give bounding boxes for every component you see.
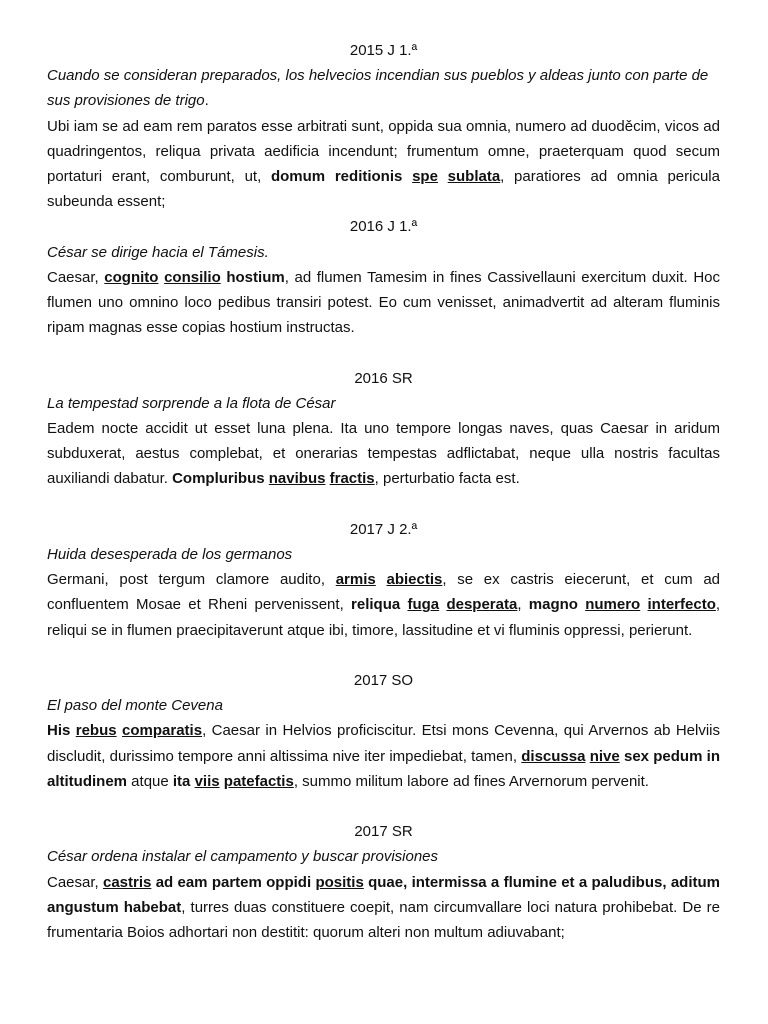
latin-paragraph (47, 114, 720, 215)
bold-phrase: Compluribus (172, 470, 265, 488)
section-2015-j1 (47, 38, 720, 214)
text-run: , se ex castris eiecerunt, et cum ad confluentem Mosae et Rheni pervenissent, (47, 571, 720, 614)
text-run: , summo militum labore ad fines Arvernorum pervenit. (293, 772, 649, 790)
text-run: , (517, 596, 529, 614)
section-heading: 2015 J 1.ª (349, 42, 418, 59)
blank-line (47, 340, 720, 365)
section-2017-so (47, 668, 720, 794)
latin-paragraph (47, 718, 720, 794)
text-run: Caesar, (47, 873, 103, 891)
text-run: Caesar, (47, 268, 105, 286)
latin-paragraph (47, 567, 720, 643)
bold-underlined-word: navibus (268, 470, 326, 488)
text-run: atque (127, 772, 173, 790)
bold-underlined-word: comparatis (122, 722, 203, 740)
bold-phrase: magno (528, 596, 578, 614)
bold-phrase: His (47, 722, 71, 740)
section-subtitle: El paso del monte Cevena (47, 697, 223, 715)
section-heading: 2016 J 1.ª (349, 218, 418, 236)
bold-phrase: hostium (226, 268, 285, 286)
bold-underlined-word: patefactis (223, 772, 294, 790)
section-heading: 2017 SO (353, 672, 414, 690)
bold-underlined-word: viis (194, 772, 220, 790)
latin-paragraph (47, 416, 720, 492)
text-run: Germani, post tergum clamore audito, (47, 571, 336, 589)
bold-underlined-word: armis (335, 571, 376, 589)
bold-phrase: ita (172, 772, 191, 790)
text-run: , paratiores ad omnia pericula subeunda essent; (47, 168, 720, 211)
bold-underlined-word: spe (412, 168, 438, 186)
section-2017-j2 (47, 517, 720, 643)
bold-phrase: sex pedum in altitudinem (47, 747, 720, 790)
bold-underlined-word: discussa (521, 747, 586, 765)
bold-underlined-word: desperata (446, 596, 518, 614)
bold-phrase: ad eam partem oppidi (155, 873, 312, 891)
bold-phrase: reliqua (351, 596, 401, 614)
section-subtitle: Huida desesperada de los germanos (47, 546, 293, 564)
section-heading: 2016 SR (354, 369, 413, 387)
bold-phrase: quae, intermissa a flumine et a paludibus, aditum angustum habebat (47, 873, 720, 916)
subtitle-period: . (204, 92, 209, 110)
text-run: , Caesar in Helvios proficiscitur. Etsi mons Cevenna, qui Arvernos ab Helviis discludit, durissimo tempore anni altissima nive iter impediebat, tamen, (47, 722, 721, 765)
document-page (47, 38, 720, 945)
bold-underlined-word: cognito (104, 268, 159, 286)
space (438, 168, 448, 185)
text-run: , reliqui se in flumen praecipitaverunt atque ibi, timore, lassitudine et vi fluminis oppressi, perierunt. (47, 596, 721, 639)
latin-paragraph (47, 870, 720, 946)
bold-underlined-word: rebus (75, 722, 117, 740)
section-heading: 2017 J 2.ª (349, 520, 418, 538)
space (640, 596, 647, 613)
bold-underlined-word: positis (315, 873, 364, 891)
text-run: Eadem nocte accidit ut esset luna plena. Ita uno tempore longas naves, quas Caesar in aridum subduxerat, aestus complebat, et onerarias tempestas adflictabat, neque ulla nostris facultas auxiliandi dabatur. (47, 420, 720, 488)
text-run: , turres duas constituere coepit, nam circumvallare loci natura prohibebat. De re frumentaria Boios adhortari non destitit: quorum alteri non multum adiuvabant; (47, 898, 720, 942)
space (376, 571, 387, 588)
bold-underlined-word: fractis (329, 470, 375, 488)
bold-underlined-word: fuga (407, 596, 440, 614)
bold-phrase: domum reditionis (270, 168, 403, 186)
section-subtitle (47, 63, 720, 113)
section-2016-sr (47, 366, 720, 492)
text-run: , ad flumen Tamesim in fines Cassivellauni exercitum duxit. Hoc flumen uno omnino loco pedibus transiri potest. Eo cum venisset, animadvertit ad alteram fluminis ripam magnas esse copias hostium instructas. (47, 268, 720, 337)
blank-line (47, 794, 720, 819)
latin-paragraph (47, 265, 720, 341)
bold-underlined-word: sublata (447, 168, 501, 186)
blank-line (47, 492, 720, 517)
bold-underlined-word: nive (589, 747, 620, 765)
text-run: Ubi iam se ad eam rem paratos esse arbitrati sunt, oppida sua omnia, numero ad duoděcim, vicos ad quadringentos, reliqua privata aedificia incendunt; frumentum omne, praeterquam quod secum portaturi erant, comburunt, ut, (47, 117, 720, 186)
bold-underlined-word: numero (585, 596, 641, 614)
section-heading: 2017 SR (354, 823, 413, 841)
section-subtitle: La tempestad sorprende a la flota de César (47, 394, 336, 412)
text-run: , perturbatio facta est. (374, 470, 520, 488)
space (402, 168, 412, 185)
section-2016-j1 (47, 214, 720, 340)
subtitle-text: Cuando se consideran preparados, los helvecios incendian sus pueblos y aldeas junto con parte de sus provisiones de trigo (47, 67, 709, 110)
section-subtitle: César se dirige hacia el Támesis. (47, 243, 269, 261)
bold-underlined-word: consilio (164, 268, 221, 286)
bold-underlined-word: interfecto (647, 596, 716, 614)
section-subtitle: César ordena instalar el campamento y buscar provisiones (47, 848, 439, 866)
bold-underlined-word: castris (103, 873, 152, 891)
blank-line (47, 643, 720, 668)
bold-underlined-word: abiectis (386, 571, 443, 589)
section-2017-sr (47, 819, 720, 945)
